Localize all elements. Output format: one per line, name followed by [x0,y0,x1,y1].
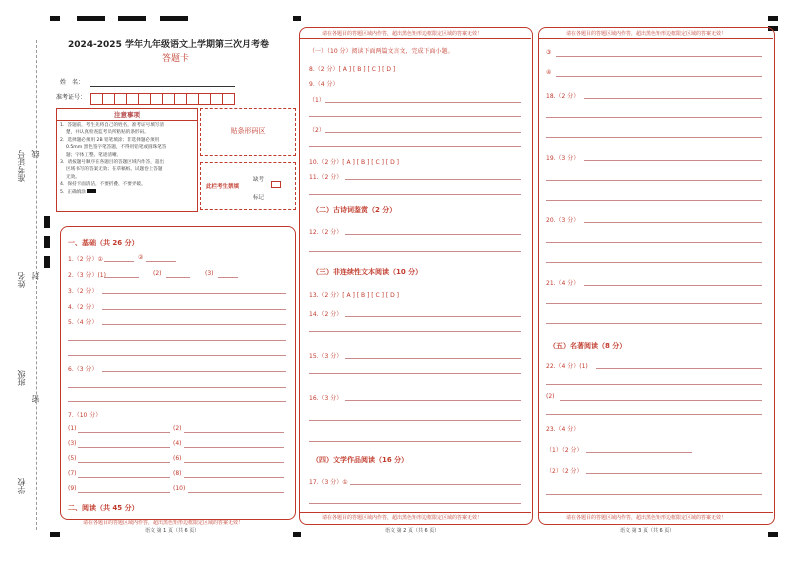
q16-answer[interactable] [309,441,521,442]
side-label-mi: 密 [31,395,40,403]
notice-item: 0.5mm 黑色签字笔答题，不得用铅笔或圆珠笔答 [66,145,167,151]
q5-answer[interactable] [68,355,286,356]
q1-answer-2[interactable] [146,261,176,262]
absent-checkbox[interactable] [271,181,281,188]
q19-answer[interactable] [546,180,762,181]
notice-item: 3．请按题号顺序在各题目的答题区域内作答，超出 [60,160,164,166]
section-classics: （五）名著阅读（8 分） [549,342,627,350]
registration-mark [44,216,50,228]
q19-label: 19.（3 分） [546,155,580,162]
q7-s3: (3) [68,440,77,447]
q6-answer[interactable] [68,401,286,402]
fill-sample-icon [87,189,96,193]
q9-answer[interactable] [325,102,521,103]
q8-options[interactable]: 8.（2 分）[ A ] [ B ] [ C ] [ D ] [309,66,396,73]
q23-answer[interactable] [586,452,692,453]
q17-answer[interactable] [556,56,762,57]
q18-answer[interactable] [584,98,762,99]
section-classical: （一）（10 分）阅读下面两篇文言文，完成下面小题。 [309,48,454,55]
q22b-label: (2) [546,393,555,400]
q2-answer-3[interactable] [218,277,238,278]
registration-mark [768,532,778,537]
q7-answer[interactable] [184,462,284,463]
q20-answer[interactable] [546,262,762,263]
q21-answer[interactable] [584,285,762,286]
absent-k2: 标记 [253,195,265,201]
notice-item: 4．保持卡面清洁，不要折叠、不要弄破。 [60,182,146,188]
q17-c3: ③ [546,49,552,56]
page-footer-2: 语文 第 2 页（共 6 页） [385,528,440,534]
q23-answer[interactable] [546,494,762,495]
q7-s8: (8) [173,470,182,477]
absent-box [200,162,296,210]
notice-item: 5．正确填涂 [60,189,194,196]
warning-text: 请在各题目的答题区域内作答，超出黑色矩形边框限定区域的答案无效！ [322,31,483,37]
q5-answer[interactable] [68,340,286,341]
q1-answer-1[interactable] [104,261,134,262]
q6-label: 6.（3 分） [68,366,98,373]
q22-answer[interactable] [596,368,762,369]
q22-label: 22.（4 分）(1) [546,363,588,370]
warning-text: 请在各题目的答题区域内作答，超出黑色矩形边框限定区域的答案无效！ [566,31,727,37]
name-field[interactable] [90,86,235,87]
q21-answer[interactable] [546,303,762,304]
q23-label: 23.（4 分） [546,426,580,433]
q20-answer[interactable] [546,242,762,243]
q17-answer[interactable] [350,484,521,485]
q19-answer[interactable] [546,200,762,201]
q7-answer[interactable] [184,477,284,478]
q7-s9: (9) [68,485,77,492]
q3-label: 3.（2 分） [68,288,98,295]
q18-answer[interactable] [546,117,762,118]
registration-mark [50,532,60,537]
q16-label: 16.（3 分） [309,395,343,402]
side-label-xian: 线 [31,150,40,158]
page-subtitle: 答题卡 [162,54,190,64]
barcode-area [200,108,296,156]
q6-answer[interactable] [68,387,286,388]
q18-label: 18.（2 分） [546,93,580,100]
q7-s7: (7) [68,470,77,477]
name-label: 姓 名： [60,79,85,86]
q4-label: 4.（2 分） [68,304,98,311]
registration-mark [293,532,301,537]
warning-text: 请在各题目的答题区域内作答，超出黑色矩形边框限定区域的答案无效！ [83,520,244,526]
side-label-xuexiao: 学校 [17,478,26,494]
q19-answer[interactable] [584,160,762,161]
section-reading: 二、阅读（共 45 分） [68,504,139,512]
q3-answer[interactable] [102,293,286,294]
side-label-banji: 班级 [17,370,26,386]
q2-answer-1[interactable] [104,277,139,278]
q12-answer[interactable] [345,234,521,235]
q7-answer[interactable] [184,447,284,448]
q2-answer-2[interactable] [166,277,190,278]
notice-item: 2．选择题必须用 2B 铅笔填涂；非选择题必须用 [60,137,160,143]
q18-answer[interactable] [546,137,762,138]
q9-answer[interactable] [309,116,521,117]
q4-answer[interactable] [102,309,286,310]
section-literature: （四）文学作品阅读（16 分） [312,456,409,464]
q9-label: 9.（4 分） [309,81,339,88]
notice-item: 无效。 [66,174,80,180]
section-basics: 一、基础（共 26 分） [68,239,139,247]
page-title: 2024-2025 学年九年级语文上学期第三次月考卷 [68,40,269,50]
q23-p1: （1）（2 分） [546,447,583,454]
q20-answer[interactable] [584,222,762,223]
divider [299,512,531,513]
q1b-label: ② [138,254,144,261]
notice-item: 区域书写的答案无效；在草稿纸、试题卷上答题 [66,167,163,173]
q17-answer[interactable] [309,503,521,504]
id-label: 准考证号： [56,94,87,101]
id-cells[interactable] [90,90,234,109]
q7-answer[interactable] [78,447,170,448]
q12-label: 12.（2 分） [309,229,343,236]
q17-label: 17.（3 分）① [309,479,348,486]
q7-answer[interactable] [78,462,170,463]
q7-s1: (1) [68,425,77,432]
q15-answer[interactable] [345,358,521,359]
side-label-xing: 姓名 [17,272,26,288]
q22-answer[interactable] [546,384,762,385]
q17-answer[interactable] [556,76,762,77]
q9-p1: （1） [309,97,325,104]
q14-answer[interactable] [345,316,521,317]
q23-p2: （2）（2 分） [546,468,583,475]
q20-label: 20.（3 分） [546,217,580,224]
absent-k1: 缺考 [253,177,265,183]
q1-label: 1.（2 分）① [68,256,103,263]
registration-mark [44,236,50,248]
registration-mark [50,16,60,21]
warning-text: 请在各题目的答题区域内作答，超出黑色矩形边框限定区域的答案无效！ [566,515,727,521]
q14-answer[interactable] [309,331,521,332]
q15-answer[interactable] [309,373,521,374]
notice-item: 1．答题前，考生先将自己的姓名，准考证号填写清 [60,123,164,128]
absent-label: 此栏考生禁填 [206,184,240,190]
q7-answer[interactable] [78,492,170,493]
q22-answer[interactable] [546,414,762,415]
notice-box [56,108,198,212]
q10-options[interactable]: 10.（2 分）[ A ] [ B ] [ C ] [ D ] [309,159,400,166]
q12-answer[interactable] [309,251,521,252]
q7-s4: (4) [173,440,182,447]
q2-label: 2.（3 分）(1) [68,272,106,279]
q16-answer[interactable] [309,420,521,421]
q9-p2: （2） [309,127,325,134]
section-poetry: （二）古诗词鉴赏（2 分） [312,206,397,214]
notice-title: 注意事项 [57,109,197,121]
q6-answer[interactable] [102,371,286,372]
q16-answer[interactable] [345,400,521,401]
registration-mark [44,256,50,268]
divider [299,38,531,39]
q9-answer[interactable] [325,132,521,133]
notice-item: 题；字体工整、笔迹清晰。 [66,152,122,158]
q7-answer[interactable] [188,492,284,493]
q14-label: 14.（2 分） [309,311,343,318]
q7-label: 7.（10 分） [68,412,102,419]
q17-c4: ④ [546,69,552,76]
q7-s2: (2) [173,425,182,432]
side-label-feng: 封 [31,272,40,280]
registration-mark [160,16,188,21]
q21-label: 21.（4 分） [546,280,580,287]
divider [538,512,773,513]
q13-options[interactable]: 13.（2 分）[ A ] [ B ] [ C ] [ D ] [309,292,400,299]
q5-label: 5.（4 分） [68,319,98,326]
q22-answer[interactable] [560,400,762,401]
q11-answer[interactable] [309,194,521,195]
divider [538,38,773,39]
q5-answer[interactable] [102,324,286,325]
q7-answer[interactable] [78,432,170,433]
registration-mark [77,16,105,21]
registration-mark [118,16,146,21]
q7-s10: (10) [173,485,186,492]
registration-mark [293,16,301,21]
barcode-label: 贴条形码区 [230,127,266,135]
q11-answer[interactable] [345,179,521,180]
q2c-label: (3) [205,270,214,277]
q7-s6: (6) [173,455,182,462]
q7-s5: (5) [68,455,77,462]
q11-label: 11.（2 分） [309,174,343,181]
binding-line [36,40,37,530]
registration-mark [768,16,778,21]
page-footer-1: 语文 第 1 页（共 6 页） [145,528,200,534]
notice-item: 楚，并认真检查监考员所粘贴的条形码。 [66,130,149,136]
section-nonlinear: （三）非连续性文本阅读（10 分） [312,268,423,276]
page-footer-3: 语文 第 3 页（共 6 页） [620,528,675,534]
warning-text: 请在各题目的答题区域内作答，超出黑色矩形边框限定区域的答案无效！ [322,515,483,521]
side-label-zkzh: 准考证号 [17,150,26,182]
q7-answer[interactable] [78,477,170,478]
q2b-label: (2) [153,270,162,277]
q21-answer[interactable] [546,323,762,324]
q9-answer[interactable] [309,146,521,147]
q15-label: 15.（3 分） [309,353,343,360]
q7-answer[interactable] [184,432,284,433]
q23-answer[interactable] [586,473,762,474]
